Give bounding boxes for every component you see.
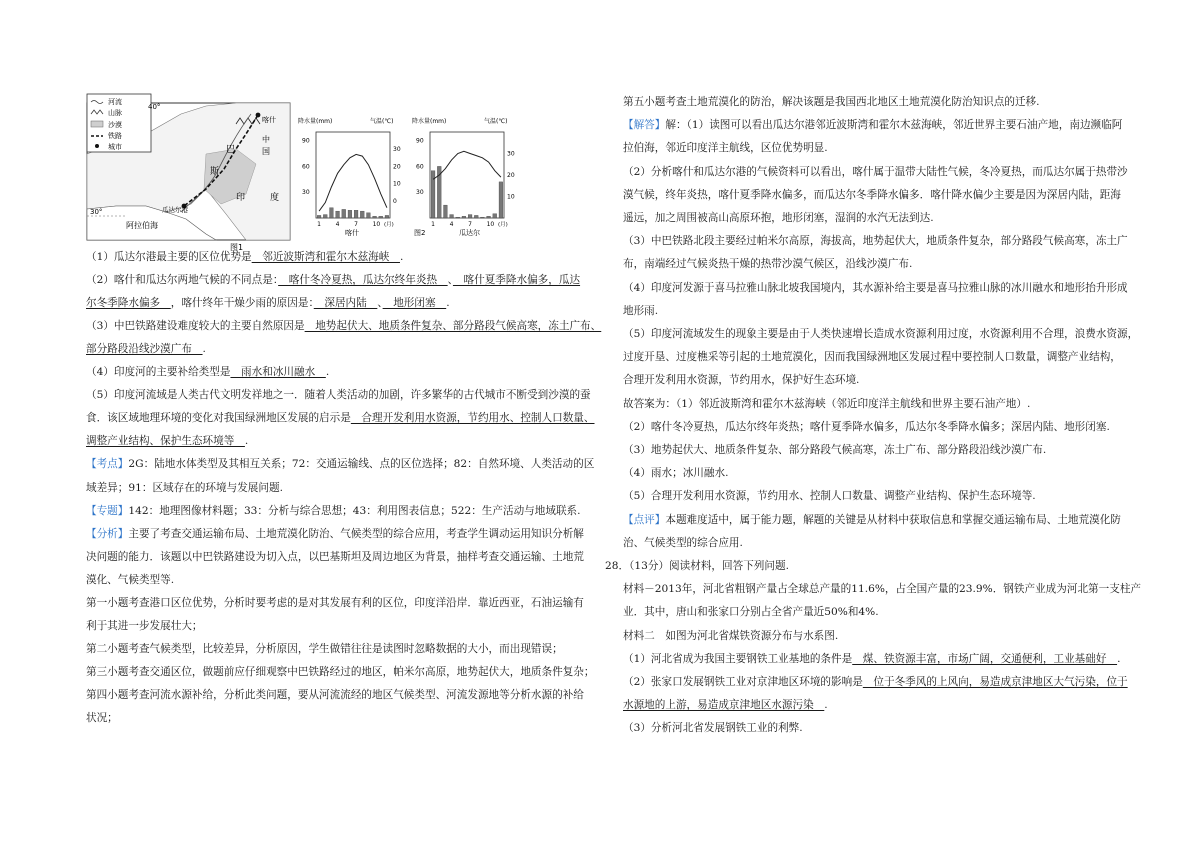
text-run: 食．该区域地理环境的变化对我国绿洲地区发展的启示是: [86, 412, 351, 425]
text-run: 第一小题考查港口区位优势，分析时要考虑的是对其发展有利的区位，印度洋沿岸．靠近西亚，石油运输有: [86, 596, 584, 609]
text-run: 业．其中，唐山和张家口分别占全省产量近50%和4%.: [623, 606, 879, 619]
precip-bar: [462, 216, 466, 218]
text-run: .: [202, 343, 206, 356]
map-pak: 巴: [226, 145, 236, 155]
chart-frame: [316, 132, 390, 218]
right-line: [623, 397, 1030, 411]
left-line: [86, 296, 450, 310]
text-run: 漠化、气候类型等.: [86, 573, 175, 586]
text-run: .: [399, 251, 404, 263]
right-line: [623, 420, 1110, 434]
right-line: [623, 234, 1128, 248]
text-run: 治、气候类型的综合应用.: [623, 536, 743, 549]
text-run: （2）喀什冬冷夏热，瓜达尔终年炎热；喀什夏季降水偏多，瓜达尔冬季降水偏多；深居内陆、地形闭塞.: [623, 420, 1110, 433]
temp-line: [319, 154, 387, 211]
right-line: [623, 165, 1128, 179]
left-line: [86, 457, 594, 471]
precip-axis-label: 降水量(mm): [298, 118, 333, 125]
precip-bar: [360, 211, 364, 218]
section-tag: 【分析】: [86, 527, 129, 540]
map-stan: 斯: [210, 167, 220, 177]
right-line: [623, 489, 1036, 503]
answer-blank: 地势起伏大、地质条件复杂、部分路段气候高寒，冻土广布、: [304, 320, 602, 333]
text-run: 本题难度适中，属于能力题，解题的关键是从材料中获取信息和掌握交通运输布局、土地荒漠化防: [665, 513, 1121, 526]
left-line: [86, 250, 403, 264]
climate-chart-gwadar: [412, 114, 522, 238]
precip-bar: [342, 209, 346, 218]
map-china-a: 中: [262, 135, 270, 144]
map-kashgar: 喀什: [262, 116, 276, 124]
map-legend-0: 河流: [108, 98, 122, 106]
map-lat30: 30°: [90, 208, 103, 216]
precip-bar: [385, 215, 389, 218]
text-run: 遥远，加之周围被高山高原环抱，地形闭塞，湿润的水汽无法到达.: [623, 212, 934, 224]
text-run: （3）分析河北省发展钢铁工业的利弊.: [623, 722, 803, 735]
answer-blank: 雨水和冰川融水: [230, 366, 326, 379]
left-line: [86, 642, 563, 656]
text-run: （2）张家口发展钢铁工业对京津地区环境的影响是: [623, 676, 863, 688]
precip-bar: [354, 210, 358, 218]
precip-bar: [323, 215, 327, 218]
temp-tick: 10: [393, 180, 401, 188]
map-india: 印: [236, 193, 246, 203]
text-run: 142：地理图像材料题；33：分析与综合思想；43：利用图表信息；522：生产活动与地域联系.: [128, 504, 581, 517]
text-run: 利于其进一步发展壮大；: [86, 619, 203, 632]
text-run: （2）喀什和瓜达尔两地气候的不同点是：: [86, 274, 279, 287]
text-run: （3）地势起伏大、地质条件复杂、部分路段气候高寒，冻土广布、部分路段沿线沙漠广布.: [623, 444, 1047, 456]
month-tick: 7: [354, 221, 358, 228]
left-line: [86, 550, 584, 564]
section-tag: 【解答】: [623, 119, 666, 132]
text-run: （4）印度河发源于喜马拉雅山脉北坡我国境内，其水源补给主要是喜马拉雅山脉的冰川融水和地形抬升形成: [623, 281, 1128, 294]
left-line: [86, 481, 283, 495]
text-run: 第二小题考查气候类型，比较差异，分析原因，学生做错往往是读图时忽略数据的大小，而出现错误；: [86, 642, 563, 655]
right-line: [623, 698, 828, 712]
map-du: 度: [270, 193, 280, 203]
precip-bar: [348, 210, 352, 218]
climate-chart-kashgar: [298, 114, 408, 237]
precip-bar: [379, 216, 383, 218]
section-tag: 【专题】: [86, 504, 129, 517]
answer-blank: 部分路段沿线沙漠广布: [86, 343, 203, 356]
temp-tick: 20: [507, 172, 515, 179]
right-line: [623, 675, 1128, 689]
month-unit: (月): [384, 222, 394, 228]
precip-bar: [336, 211, 340, 218]
right-line: [623, 629, 838, 643]
text-run: 拉伯海，邻近印度洋主航线，区位优势明显.: [623, 142, 828, 155]
right-line: [623, 95, 1040, 109]
left-line: [86, 504, 581, 518]
text-run: .: [824, 699, 828, 712]
text-run: ，喀什终年干燥少雨的原因是：: [170, 297, 314, 310]
answer-blank: 煤、铁资源丰富，市场广阔，交通便利，工业基础好: [852, 652, 1118, 665]
map-fig1: 图1: [230, 243, 244, 252]
month-unit: (月): [498, 222, 508, 228]
right-line: [605, 559, 789, 573]
text-run: 布，南端经过气候炎热干燥的热带沙漠气候区，沿线沙漠广布.: [623, 258, 913, 271]
text-run: .: [446, 297, 450, 310]
text-run: 解：（1）读图可以看出瓜达尔港邻近波斯湾和霍尔木兹海峡，邻近世界主要石油产地，南边濒临阿: [665, 119, 1123, 132]
text-run: （3）中巴铁路北段主要经过帕米尔高原，海拔高，地势起伏大，地质条件复杂，部分路段气候高寒，冻土广: [623, 235, 1128, 248]
right-line: [623, 141, 828, 155]
answer-blank: 深居内陆: [313, 297, 378, 310]
figure-1-map: [86, 94, 291, 252]
answer-blank: 位于冬季风的上风向，易造成京津地区大气污染，位于: [862, 676, 1128, 688]
precip-bar: [444, 205, 448, 218]
text-run: 状况；: [86, 712, 118, 724]
precip-bar: [373, 216, 377, 218]
answer-blank: 邻近波斯湾和霍尔木兹海峡: [251, 251, 400, 263]
precip-tick: 60: [302, 163, 310, 171]
right-line: [623, 605, 879, 619]
text-run: 漠气候，终年炎热，喀什夏季降水偏多，而瓜达尔冬季降水偏多．喀什降水偏少主要是因为深居内陆，距海: [623, 188, 1121, 201]
right-line: [623, 327, 1138, 341]
left-line: [86, 411, 595, 425]
map-gwadar: 瓜达尔港: [162, 206, 188, 214]
answer-blank: 调整产业结构、保护生态环境等: [86, 435, 245, 448]
right-line: [623, 118, 1122, 132]
precip-bar: [481, 217, 485, 218]
text-run: （2）分析喀什和瓜达尔港的气候资料可以看出，喀什属于温带大陆性气候，冬冷夏热，而瓜达尔属于热带沙: [623, 165, 1128, 178]
temp-tick: 10: [507, 193, 515, 201]
left-line: [86, 319, 601, 333]
precip-tick: 60: [416, 163, 424, 171]
left-line: [86, 273, 580, 287]
station-name: 瓜达尔: [459, 229, 480, 237]
section-tag: 【考点】: [86, 458, 129, 471]
map-china-b: 国: [262, 147, 270, 156]
precip-bar: [493, 214, 497, 218]
precip-bar: [474, 215, 478, 218]
text-run: 故答案为：（1）邻近波斯湾和霍尔木兹海峡（邻近印度洋主航线和世界主要石油产地）.: [623, 397, 1031, 410]
right-line: [623, 536, 743, 550]
text-run: （5）印度河流域是人类古代文明发祥地之一．随着人类活动的加剧，许多繁华的古代城市不断受到沙漠的蚕: [86, 389, 591, 402]
precip-bar: [450, 215, 454, 218]
temp-tick: 30: [507, 150, 515, 158]
map-legend-4: 城市: [108, 143, 122, 151]
text-run: 28．（13分）阅读材料，回答下列问题.: [605, 560, 789, 572]
right-line: [623, 188, 1121, 202]
answer-blank: 地形闭塞: [382, 297, 447, 310]
map-legend-3: 铁路: [108, 132, 122, 140]
text-run: 、: [447, 274, 453, 287]
fig2-label: 图2: [414, 229, 426, 237]
month-tick: 4: [449, 221, 454, 228]
left-line: [86, 434, 248, 448]
precip-tick: 30: [416, 189, 424, 197]
temp-tick: 30: [393, 146, 401, 154]
precip-bar: [367, 213, 371, 218]
right-line: [623, 350, 1121, 364]
temp-tick: 20: [393, 163, 401, 171]
precip-bar: [456, 217, 460, 218]
left-line: [86, 619, 203, 633]
text-run: .: [1117, 652, 1121, 665]
right-line: [623, 373, 859, 387]
answer-blank: 喀什夏季降水偏多，瓜达: [452, 274, 581, 287]
right-line: [623, 582, 1141, 596]
month-tick: 10: [486, 221, 495, 228]
right-line: [623, 513, 1121, 527]
text-run: 、: [377, 297, 383, 310]
left-line: [86, 711, 118, 725]
right-line: [623, 721, 803, 735]
left-line: [86, 596, 584, 610]
precip-bar: [330, 208, 334, 218]
text-run: 2G：陆地水体类型及其相互关系；72：交通运输线、点的区位选择；82：自然环境、人类活动的区: [128, 458, 595, 471]
text-run: （5）合理开发利用水资源，节约用水、控制人口数量、调整产业结构、保护生态环境等.: [623, 490, 1036, 503]
text-run: 地形雨.: [623, 304, 659, 317]
precip-tick: 90: [416, 137, 424, 145]
right-line: [623, 443, 1046, 457]
month-tick: 1: [317, 221, 321, 228]
right-line: [623, 304, 658, 318]
right-line: [623, 652, 1120, 666]
text-run: （3）中巴铁路建设难度较大的主要自然原因是: [86, 320, 305, 333]
text-run: 域差异；91：区域存在的环境与发展问题.: [86, 481, 283, 494]
text-run: 材料－2013年，河北省粗钢产量占全球总产量的11.6%，占全国产量的23.9%．钢铁产业成为河北第一支柱产: [623, 583, 1142, 596]
text-run: 第四小题考查河流水源补给，分析此类问题，要从河流流经的地区气候类型、河流发源地等分析水源的补给: [86, 688, 584, 701]
section-tag: 【点评】: [623, 513, 666, 526]
text-run: （4）印度河的主要补给类型是: [86, 366, 231, 379]
right-line: [623, 466, 728, 480]
right-line: [623, 281, 1128, 295]
text-run: 第三小题考查交通区位，做题前应仔细观察中巴铁路经过的地区，帕米尔高原，地势起伏大，地质条件复杂；: [86, 665, 595, 678]
precip-bar: [487, 216, 491, 218]
precip-tick: 30: [302, 189, 310, 197]
answer-blank: 水源地的上游，易造成京津地区水源污染: [623, 699, 825, 712]
left-line: [86, 388, 591, 402]
text-run: （4）雨水；冰川融水.: [623, 467, 729, 480]
right-line: [623, 211, 934, 225]
month-tick: 7: [468, 221, 472, 228]
month-tick: 4: [335, 221, 340, 228]
left-line: [86, 665, 595, 679]
right-line: [623, 257, 912, 271]
text-run: .: [244, 435, 249, 448]
answer-blank: 合理开发利用水资源，节约用水、控制人口数量、: [350, 412, 595, 425]
month-tick: 10: [372, 221, 381, 228]
precip-bar: [317, 215, 321, 218]
answer-blank: 喀什冬冷夏热，瓜达尔终年炎热: [278, 274, 448, 287]
temp-line: [433, 151, 501, 179]
map-legend-1: 山脉: [108, 109, 122, 117]
month-tick: 1: [431, 221, 435, 228]
temp-axis-label: 气温(℃): [484, 118, 508, 125]
text-run: 第五小题考查土地荒漠化的防治，解决该题是我国西北地区土地荒漠化防治知识点的迁移.: [623, 96, 1040, 108]
text-run: 合理开发利用水资源，节约用水，保护好生态环境.: [623, 374, 860, 387]
text-run: 材料二 如图为河北省煤铁资源分布与水系图.: [623, 629, 839, 642]
precip-tick: 90: [302, 137, 310, 145]
left-line: [86, 688, 584, 702]
temp-axis-label: 气温(℃): [370, 118, 394, 125]
precip-axis-label: 降水量(mm): [412, 118, 447, 125]
answer-blank: 尔冬季降水偏多: [86, 297, 171, 310]
text-run: （1）河北省成为我国主要钢铁工业基地的条件是: [623, 652, 853, 665]
left-line: [86, 342, 206, 356]
map-legend-2: 沙漠: [108, 121, 122, 129]
text-run: .: [325, 366, 330, 379]
left-line: [86, 573, 174, 587]
precip-bar: [499, 182, 503, 218]
precip-bar: [468, 215, 472, 218]
text-run: （5）印度河流域发生的现象主要是由于人类快速增长造成水资源利用过度，水资源利用不合理，浪费水资源，: [623, 328, 1139, 340]
map-arabian-sea: 阿拉伯海: [126, 221, 158, 230]
text-run: 决问题的能力．该题以中巴铁路建设为切入点，以巴基斯坦及周边地区为背景，抽样考查交通运输、土地荒: [86, 550, 584, 563]
left-line: [86, 527, 584, 541]
left-line: [86, 365, 329, 379]
temp-tick: 0: [393, 197, 397, 205]
text-run: 主要了考查交通运输布局、土地荒漠化防治、气候类型的综合应用，考查学生调动运用知识分析解: [128, 527, 584, 540]
map-lat40: 40°: [148, 103, 161, 111]
text-run: （1）瓜达尔港最主要的区位优势是: [86, 251, 252, 263]
station-name: 喀什: [345, 229, 359, 237]
text-run: 过度开垦、过度樵采等引起的土地荒漠化，因而我国绿洲地区发展过程中要控制人口数量，调整产业结构，: [623, 351, 1121, 364]
